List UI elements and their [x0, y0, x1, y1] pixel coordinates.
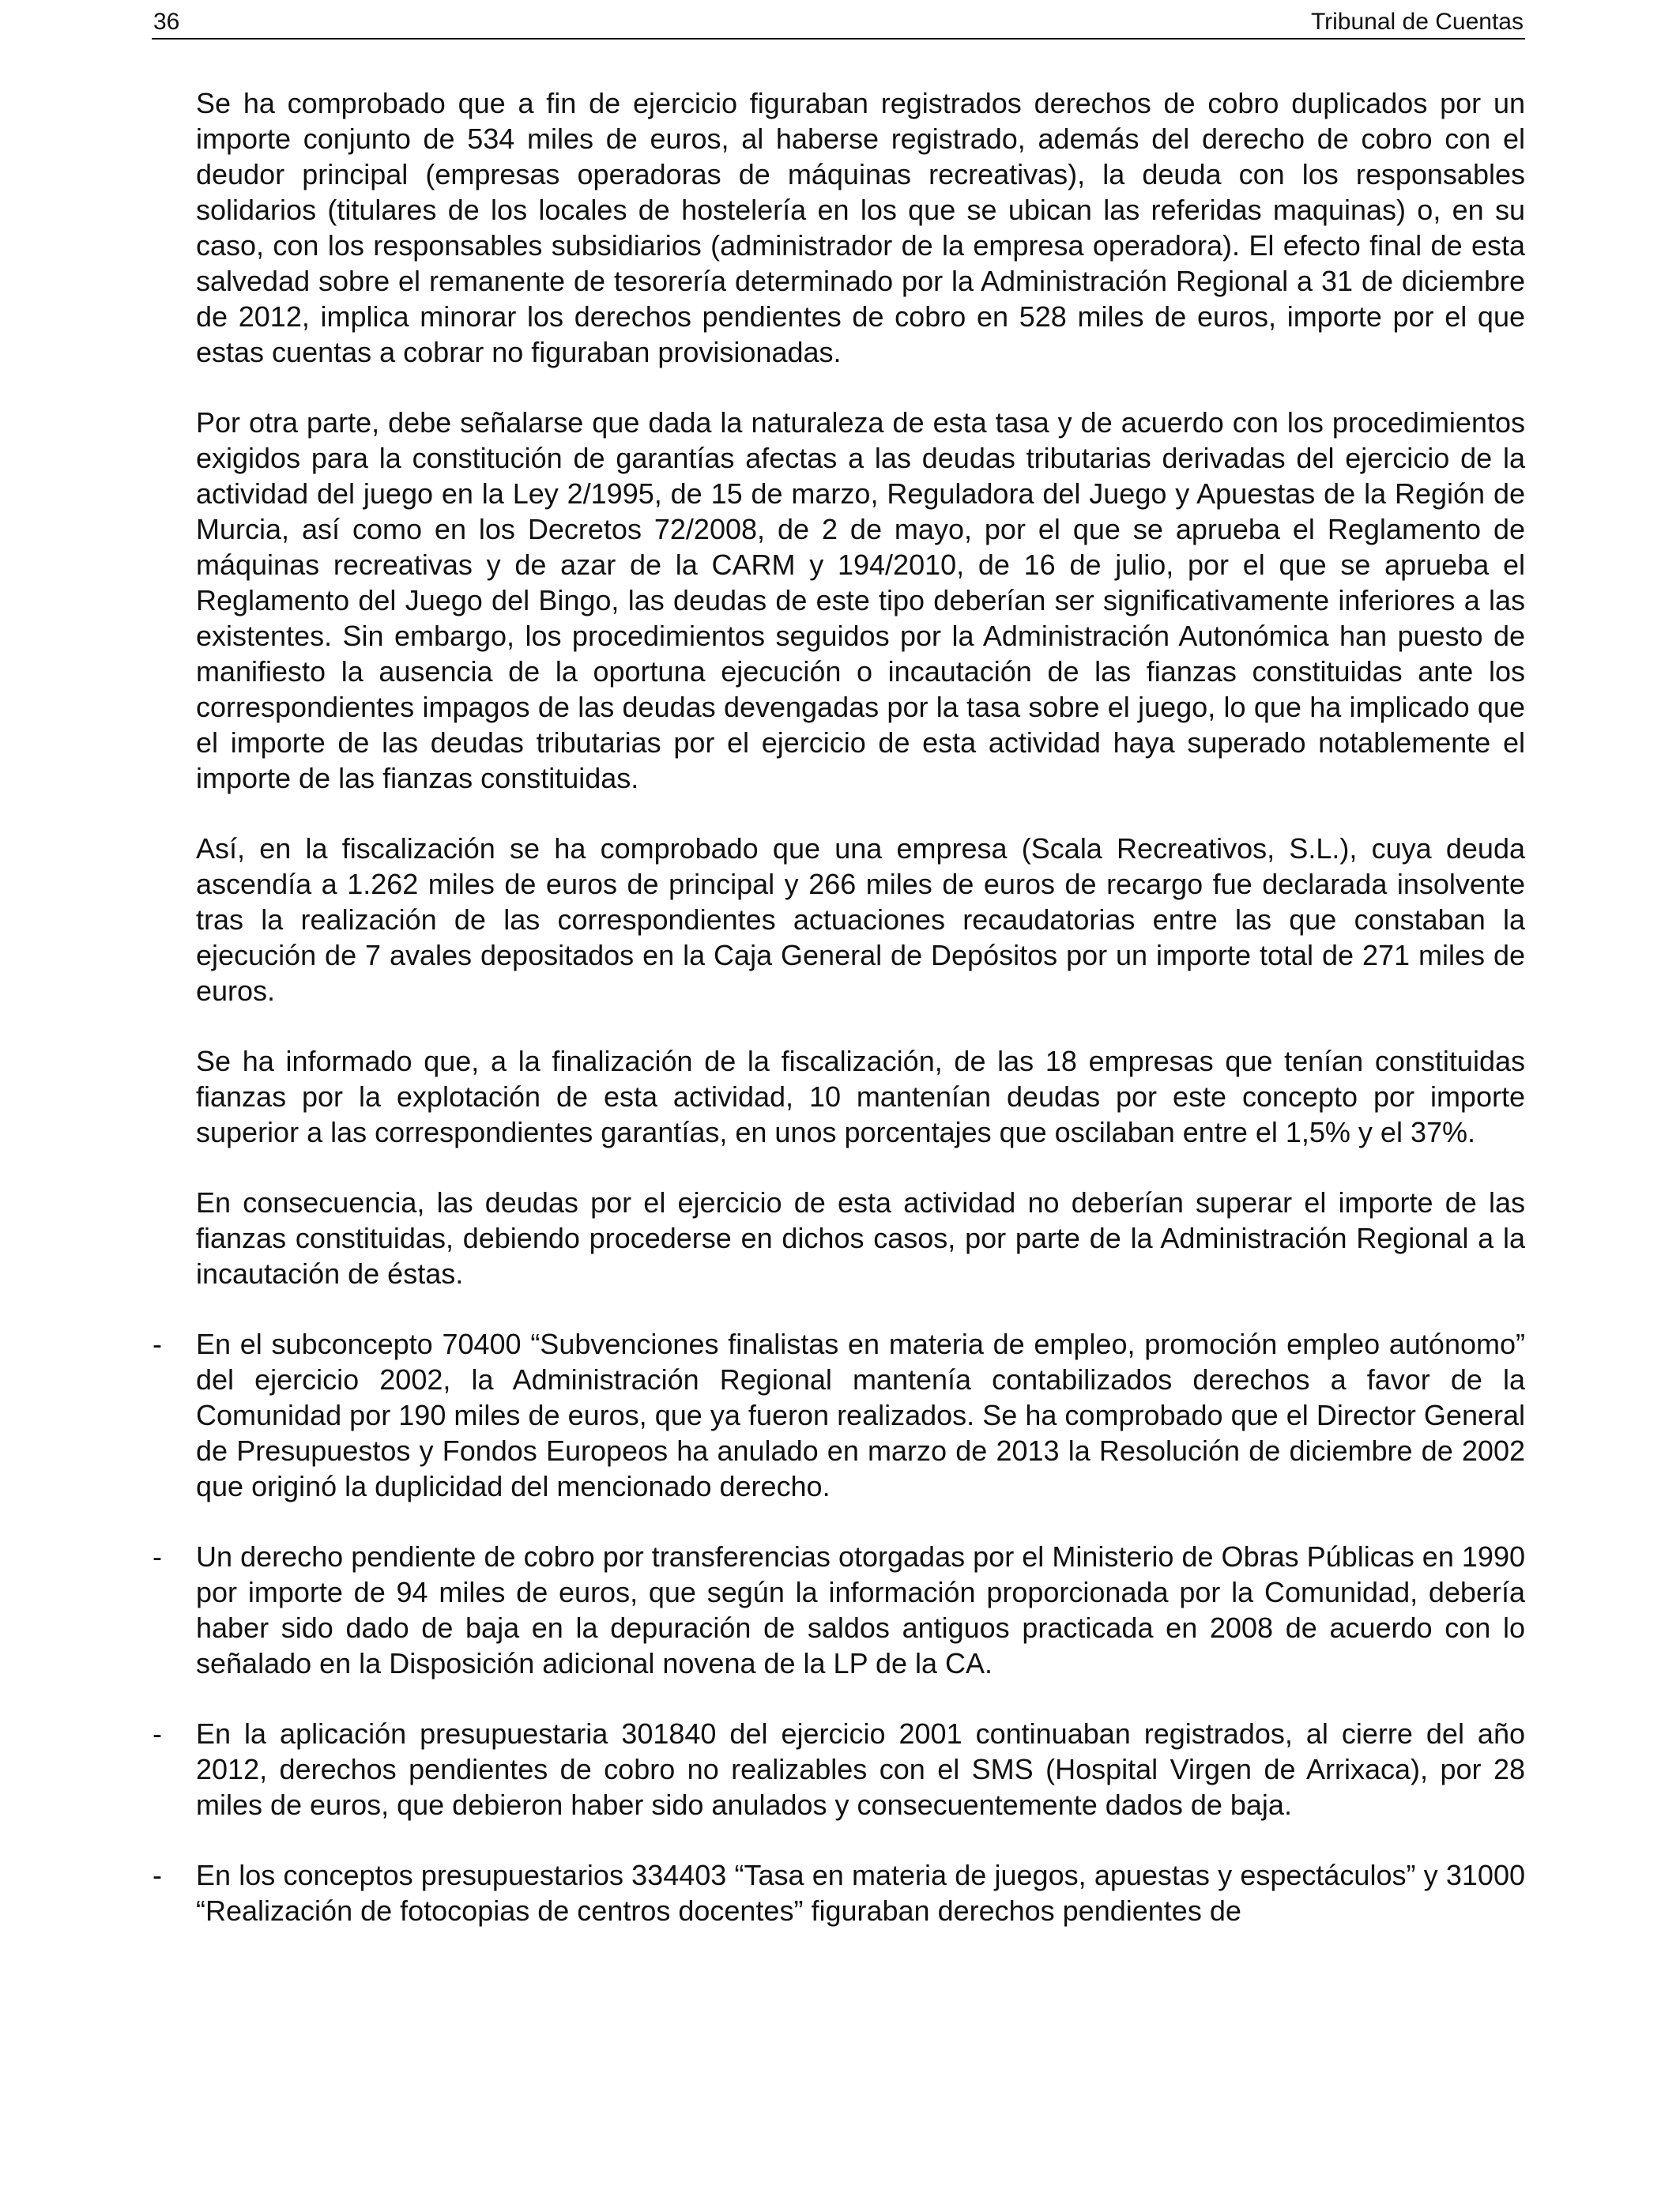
body-paragraph: Se ha informado que, a la finalización de la fiscalización, de las 18 empresas que tenían constituidas fianzas por la explotación de esta actividad, 10 mantenían deudas por este concepto por importe superior a las correspondientes garantías, en unos porcentajes que oscilaban entre el 1,5% y el 37%.: [196, 1045, 1525, 1148]
page-header: [152, 6, 1525, 40]
page-number: 36: [153, 9, 180, 35]
body-paragraph: Por otra parte, debe señalarse que dada la naturaleza de esta tasa y de acuerdo con los procedimientos exigidos para la constitución de garantías afectas a las deudas tributarias derivadas del ejercicio de la actividad del juego en la Ley 2/1995, de 15 de marzo, Reguladora del Juego y Apuestas de la Región de Murcia, así como en los Decretos 72/2008, de 2 de mayo, por el que se aprueba el Reglamento de máquinas recreativas y de azar de la CARM y 194/2010, de 16 de julio, por el que se aprueba el Reglamento del Juego del Bingo, las deudas de este tipo deberían ser significativamente inferiores a las existentes. Sin embargo, los procedimientos seguidos por la Administración Autonómica han puesto de manifiesto la ausencia de la oportuna ejecución o incautación de las fianzas constituidas ante los correspondientes impagos de las deudas devengadas por la tasa sobre el juego, lo que ha implicado que el importe de las deudas tributarias por el ejercicio de esta actividad haya superado notablemente el importe de las fianzas constituidas.: [196, 406, 1525, 794]
bullet-dash: -: [153, 1859, 162, 1891]
bullet-text: Un derecho pendiente de cobro por transferencias otorgadas por el Ministerio de Obras Públicas en 1990 por importe de 94 miles de euros, que según la información proporcionada por la Comunidad, debería haber sido dado de baja en la depuración de saldos antiguos practicada en 2008 de acuerdo con lo señalado en la Disposición adicional novena de la LP de la CA.: [196, 1540, 1525, 1679]
bullet-item: [153, 1857, 1525, 1928]
body-paragraph: Así, en la fiscalización se ha comprobado que una empresa (Scala Recreativos, S.L.), cuya deuda ascendía a 1.262 miles de euros de principal y 266 miles de euros de recargo fue declarada insolvente tras la realización de las correspondientes actuaciones recaudatorias entre las que constaban la ejecución de 7 avales depositados en la Caja General de Depósitos por un importe total de 271 miles de euros.: [196, 832, 1525, 1007]
bullet-item: [153, 1716, 1525, 1823]
bullet-dash: -: [153, 1328, 162, 1360]
bullet-item: [153, 1539, 1525, 1681]
bullet-text: En el subconcepto 70400 “Subvenciones finalistas en materia de empleo, promoción empleo autónomo” del ejercicio 2002, la Administración Regional mantenía contabilizados derechos a favor de la Comunidad por 190 miles de euros, que ya fueron realizados. Se ha comprobado que el Director General de Presupuestos y Fondos Europeos ha anulado en marzo de 2013 la Resolución de diciembre de 2002 que originó la duplicidad del mencionado derecho.: [196, 1328, 1525, 1502]
bullet-text: En los conceptos presupuestarios 334403 “Tasa en materia de juegos, apuestas y espectáculos” y 31000 “Realización de fotocopias de centros docentes” figuraban derechos pendientes de: [196, 1859, 1525, 1927]
bullet-text: En la aplicación presupuestaria 301840 del ejercicio 2001 continuaban registrados, al cierre del año 2012, derechos pendientes de cobro no realizables con el SMS (Hospital Virgen de Arrixaca), por 28 miles de euros, que debieron haber sido anulados y consecuentemente dados de baja.: [196, 1717, 1525, 1821]
bullet-dash: -: [153, 1717, 162, 1750]
bullet-item: [153, 1326, 1525, 1504]
body-paragraph: Se ha comprobado que a fin de ejercicio figuraban registrados derechos de cobro duplicados por un importe conjunto de 534 miles de euros, al haberse registrado, además del derecho de cobro con el deudor principal (empresas operadoras de máquinas recreativas), la deuda con los responsables solidarios (titulares de los locales de hostelería en los que se ubican las referidas maquinas) o, en su caso, con los responsables subsidiarios (administrador de la empresa operadora). El efecto final de esta salvedad sobre el remanente de tesorería determinado por la Administración Regional a 31 de diciembre de 2012, implica minorar los derechos pendientes de cobro en 528 miles de euros, importe por el que estas cuentas a cobrar no figuraban provisionadas.: [196, 87, 1525, 368]
body-paragraph: En consecuencia, las deudas por el ejercicio de esta actividad no deberían superar el importe de las fianzas constituidas, debiendo procederse en dichos casos, por parte de la Administración Regional a la incautación de éstas.: [196, 1186, 1525, 1290]
document-body: [153, 85, 1525, 1928]
bullet-dash: -: [153, 1540, 162, 1573]
running-title: Tribunal de Cuentas: [1310, 9, 1524, 35]
